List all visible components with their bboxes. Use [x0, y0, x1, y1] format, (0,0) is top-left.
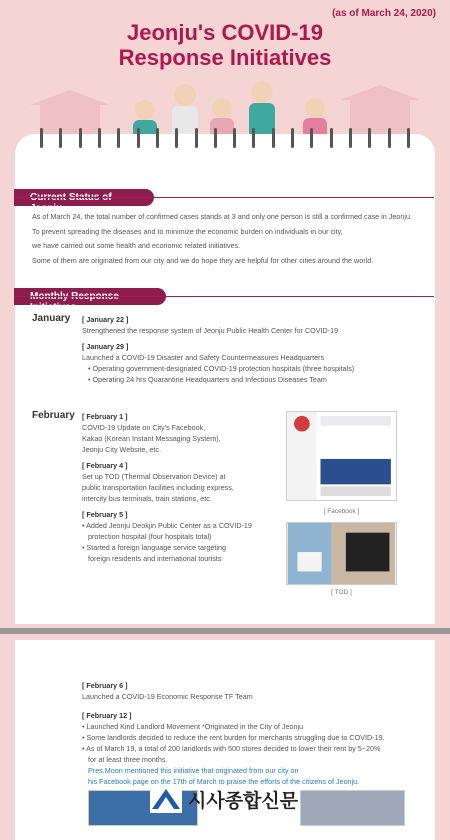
section-heading-current-status: Jeonju	[14, 189, 154, 206]
page-divider	[0, 628, 450, 634]
logo-text: 시사종합신문	[188, 791, 299, 812]
page-title-line2: Response Initiatives	[118, 45, 332, 70]
month-label-february: February	[32, 410, 75, 421]
tod-photo	[286, 522, 397, 585]
january-entries: [ January 22 ] Strengthened the response system of Jeonju Public Health Center for COVID-19 [ January 29 ] Launched a COVID-19 Disaster and Safety Countermeasures Headquarters • Operating government-designated COVID-19 protection hospitals (three hospitals) • Operating 24 hrs Quarantine Headquarters and Infectious Diseases Team	[82, 315, 355, 384]
february-entries-continued: [ February 6 ] Launched a COVID-19 Economic Response TF Team [ February 12 ] • Launched Kind Landlord Movement *Originated in the City of Jeonju • Some landlords decided to reduce the rent burden for merchants struggling due to COVID-19. • As of March 19, a total of 200 landlords with 500 stores decided to lower their rent by 5~20% for at least three months. Pres.Moon mentioned this initiative that originated from our city on his Facebook page on the 17th of March to praise the efforts of the citizens of Jeonju.	[82, 681, 385, 786]
current-status-text: As of March 24, the total number of confirmed cases stands at 3 and only one person is still a confirmed case in Jeonju. To prevent spreading the diseases and to minimize the economic burden on individuals in our city, we have carried out some health and economic related initiatives. Some of them are originated from our city and we do hope they are helpful for other cities around the world.	[32, 212, 412, 265]
facebook-screenshot-image	[286, 411, 397, 501]
spiral-binding	[40, 128, 410, 150]
as-of-date: (as of March 24, 2020)	[332, 8, 436, 19]
bottom-photo-right	[300, 790, 405, 826]
page-title-line1: Jeonju's COVID-19	[127, 20, 323, 45]
section-heading-monthly: Initiatives	[14, 288, 166, 305]
section-rule	[14, 197, 434, 198]
month-label-january: January	[32, 313, 71, 324]
february-entries: [ February 1 ] COVID-19 Update on City's Facebook, Kakao (Korean Instant Messaging System), Jeonju City Website, etc. [ February 4 ] Set up TOD (Thermal Observation Device) at public transportation facilities including express, intercity bus terminals, train stations, etc. [ February 5 ] • Added Jeonju Deokjin Public Center as a COVID-19 protection hospital (four hospitals total) • Started a foreign language service targeting foreign residents and international tourists	[82, 412, 252, 563]
newspaper-logo	[150, 786, 298, 813]
tod-caption: [ TOD ]	[331, 589, 352, 596]
logo-icon	[150, 787, 182, 813]
section-rule	[14, 296, 434, 297]
facebook-caption: [ Facebook ]	[323, 508, 360, 515]
